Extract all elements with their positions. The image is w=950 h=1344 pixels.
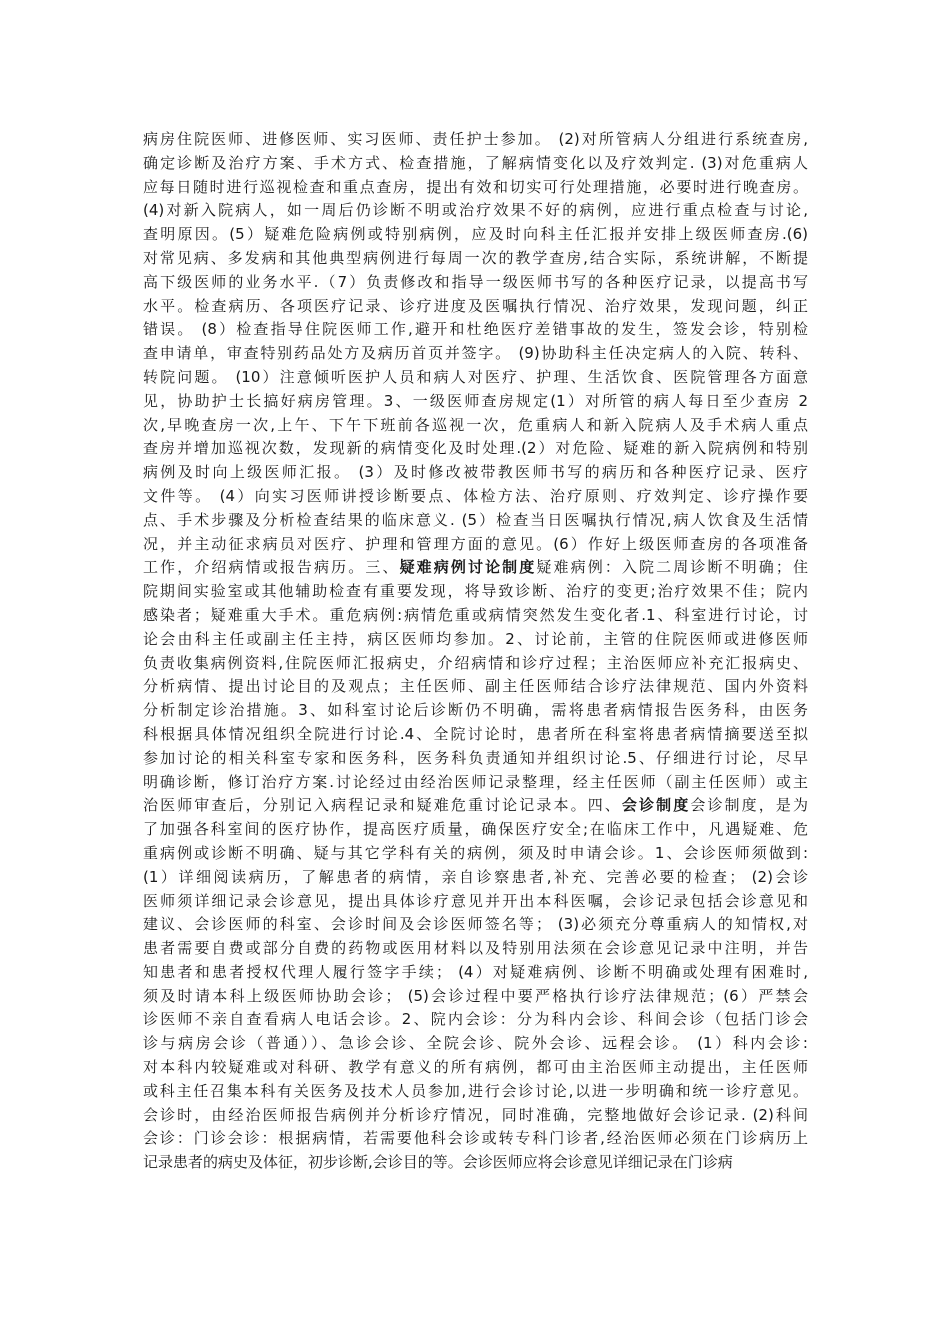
- text-line: [143, 1151, 808, 1175]
- text-line: [143, 699, 808, 723]
- text-segment: 医师须详细记录会诊意见，提出具体诊疗意见并开出本科医嘱，会诊记录包括会诊意见和: [143, 891, 808, 910]
- text-segment: 次,早晚查房一次,上午、下午下班前各巡视一次，危重病人和新入院病人及手术病人重点: [143, 415, 808, 434]
- text-segment: 诊医师不亲自查看病人电话会诊。2、院内会诊：分为科内会诊、科间会诊（包括门诊会: [143, 1010, 808, 1029]
- text-segment: 负责收集病例资料,住院医师汇报病史，介绍病情和诊疗过程；主治医师应补充汇报病史、: [143, 653, 808, 672]
- text-segment: 会诊时，由经治医师报告病例并分析诊疗情况，同时准确，完整地做好会诊记录. (2)科间: [143, 1105, 808, 1124]
- text-segment: 点、手术步骤及分析检查结果的临床意义. (5）检查当日医嘱执行情况,病人饮食及生活情: [143, 510, 808, 529]
- text-line: [143, 1056, 808, 1080]
- body-text: [143, 128, 808, 1175]
- text-line: [143, 771, 808, 795]
- text-line: [143, 271, 808, 295]
- text-segment: 高下级医师的业务水平.（7）负责修改和指导一级医师书写的各种医疗记录，以提高书写: [143, 272, 808, 291]
- text-segment: 记录患者的病史及体征，初步诊断,会诊目的等。会诊医师应将会诊意见详细记录在门诊病: [143, 1153, 733, 1172]
- text-line: [143, 985, 808, 1009]
- text-segment: 了加强各科室间的医疗协作，提高医疗质量，确保医疗安全;在临床工作中，凡遇疑难、危: [143, 820, 808, 839]
- text-segment: 查明原因。(5）疑难危险病例或特别病例，应及时向科主任汇报并安排上级医师查房.(6): [143, 225, 808, 244]
- text-segment: 明确诊断，修订治疗方案.讨论经过由经治医师记录整理，经主任医师（副主任医师）或主: [143, 772, 808, 791]
- text-segment: 错误。 (8）检查指导住院医师工作,避开和杜绝医疗差错事故的发生，签发会诊，特别检: [143, 320, 808, 339]
- text-line: [143, 414, 808, 438]
- text-line: [143, 842, 808, 866]
- text-line: [143, 509, 808, 533]
- section-heading: 会诊制度: [621, 796, 691, 815]
- text-segment: 知患者和患者授权代理人履行签字手续； (4）对疑难病例、诊断不明确或处理有困难时,: [143, 962, 808, 981]
- text-line: [143, 628, 808, 652]
- text-line: [143, 176, 808, 200]
- text-line: [143, 366, 808, 390]
- text-line: [143, 318, 808, 342]
- text-line: [143, 485, 808, 509]
- text-line: [143, 152, 808, 176]
- text-line: [143, 1008, 808, 1032]
- text-line: [143, 533, 808, 557]
- text-segment: 论会由科主任或副主任主持，病区医师均参加。2、讨论前，主管的住院医师或进修医师: [143, 629, 808, 648]
- text-segment: 病房住院医师、进修医师、实习医师、责任护士参加。 (2)对所管病人分组进行系统查房,: [143, 130, 808, 148]
- text-segment: 会诊：门诊会诊：根据病情，若需要他科会诊或转专科门诊者,经治医师必须在门诊病历上: [143, 1129, 808, 1148]
- text-segment: 科根据具体情况组织全院进行讨论.4、全院讨论时，患者所在科室将患者病情摘要送至拟: [143, 724, 808, 743]
- text-segment: 转院问题。 (10）注意倾听医护人员和病人对医疗、护理、生活饮食、医院管理各方面意: [143, 367, 808, 386]
- text-line: [143, 461, 808, 485]
- text-line: [143, 556, 808, 580]
- text-segment: 水平。检查病历、各项医疗记录、诊疗进度及医嘱执行情况、治疗效果，发现问题，纠正: [143, 296, 808, 315]
- text-line: [143, 818, 808, 842]
- text-segment: 患者需要自费或部分自费的药物或医用材料以及特别用法须在会诊意见记录中注明，并告: [143, 939, 808, 958]
- text-segment: 工作，介绍病情或报告病历。三、: [143, 558, 400, 577]
- text-segment: 况，并主动征求病员对医疗、护理和管理方面的意见。(6）作好上级医师查房的各项准备: [143, 534, 808, 553]
- section-heading: 疑难病例讨论制度: [399, 558, 537, 577]
- text-line: [143, 675, 808, 699]
- text-segment: 诊与病房会诊（普通））、急诊会诊、全院会诊、院外会诊、远程会诊。 (1）科内会诊:: [143, 1034, 808, 1053]
- text-line: [143, 437, 808, 461]
- text-line: [143, 1080, 808, 1104]
- text-segment: 应每日随时进行巡视检查和重点查房，提出有效和切实可行处理措施，必要时进行晚查房。: [143, 177, 808, 196]
- text-segment: 病例及时向上级医师汇报。 (3）及时修改被带教医师书写的病历和各种医疗记录、医疗: [143, 463, 808, 482]
- text-segment: 治医师审查后，分别记入病程记录和疑难危重讨论记录本。四、: [143, 796, 622, 815]
- text-line: [143, 295, 808, 319]
- text-line: [143, 794, 808, 818]
- text-segment: (1）详细阅读病历，了解患者的病情，亲自诊察患者,补充、完善必要的检查； (2)会诊: [143, 867, 808, 886]
- text-segment: 查申请单，审查特别药品处方及病历首页并签字。 (9)协助科主任决定病人的入院、转科、: [143, 344, 808, 363]
- text-segment: 见，协助护士长搞好病房管理。3、一级医师查房规定(1）对所管的病人每日至少查房 2: [143, 391, 808, 410]
- text-line: [143, 580, 808, 604]
- text-segment: 疑难病例：入院二周诊断不明确；住: [536, 558, 808, 577]
- text-segment: 文件等。 (4）向实习医师讲授诊断要点、体检方法、治疗原则、疗效判定、诊疗操作要: [143, 486, 808, 505]
- text-segment: 对常见病、多发病和其他典型病例进行每周一次的教学查房,结合实际，系统讲解，不断提: [143, 248, 808, 267]
- text-line: [143, 223, 808, 247]
- text-segment: 重病例或诊断不明确、疑与其它学科有关的病例，须及时申请会诊。1、会诊医师须做到:: [143, 843, 808, 862]
- text-segment: 对本科内较疑难或对科研、教学有意义的所有病例，都可由主治医师主动提出，主任医师: [143, 1058, 808, 1077]
- text-segment: 须及时请本科上级医师协助会诊； (5)会诊过程中要严格执行诊疗法律规范；(6）严禁会: [143, 986, 808, 1005]
- text-line: [143, 1127, 808, 1151]
- text-line: [143, 652, 808, 676]
- text-line: [143, 1032, 808, 1056]
- text-line: [143, 890, 808, 914]
- text-segment: (4)对新入院病人，如一周后仍诊断不明或治疗效果不好的病例，应进行重点检查与讨论,: [143, 201, 808, 220]
- text-line: [143, 390, 808, 414]
- text-segment: 会诊制度，是为: [690, 796, 808, 815]
- text-line: [143, 913, 808, 937]
- text-line: [143, 604, 808, 628]
- text-segment: 分析制定诊治措施。3、如科室讨论后诊断仍不明确，需将患者病情报告医务科，由医务: [143, 701, 808, 720]
- text-line: [143, 937, 808, 961]
- text-line: [143, 199, 808, 223]
- text-line: [143, 247, 808, 271]
- text-segment: 感染者；疑难重大手术。重危病例:病情危重或病情突然发生变化者.1、科室进行讨论，讨: [143, 605, 808, 624]
- text-segment: 或科主任召集本科有关医务及技术人员参加,进行会诊讨论,以进一步明确和统一诊疗意见。: [143, 1081, 808, 1100]
- text-segment: 确定诊断及治疗方案、手术方式、检查措施，了解病情变化以及疗效判定. (3)对危重病人: [143, 153, 808, 172]
- text-line: [143, 1104, 808, 1128]
- text-line: [143, 961, 808, 985]
- text-line: [143, 723, 808, 747]
- text-segment: 分析病情、提出讨论目的及观点；主任医师、副主任医师结合诊疗法律规范、国内外资料: [143, 677, 808, 696]
- text-segment: 院期间实验室或其他辅助检查有重要发现，将导致诊断、治疗的变更;治疗效果不佳；院内: [143, 582, 808, 601]
- text-segment: 建议、会诊医师的科室、会诊时间及会诊医师签名等； (3)必须充分尊重病人的知情权,对: [143, 915, 808, 934]
- text-line: [143, 747, 808, 771]
- text-line: [143, 866, 808, 890]
- text-segment: 查房并增加巡视次数，发现新的病情变化及时处理.(2）对危险、疑难的新入院病例和特别: [143, 439, 808, 458]
- text-line: [143, 128, 808, 152]
- text-line: [143, 342, 808, 366]
- text-segment: 参加讨论的相关科室专家和医务科，医务科负责通知并组织讨论.5、仔细进行讨论，尽早: [143, 748, 808, 767]
